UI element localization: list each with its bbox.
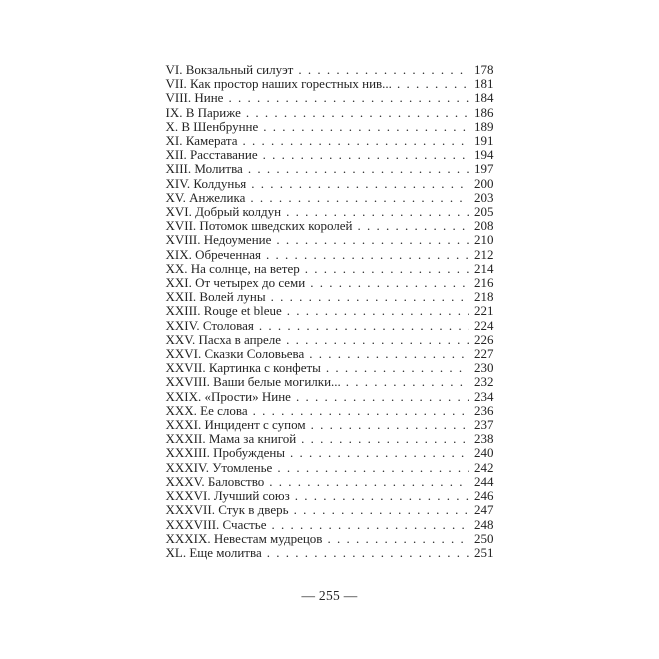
dot-leader: [254, 319, 469, 333]
toc-entry-page: 194: [474, 147, 494, 163]
toc-entry-title: XXXVI. Лучший союз: [165, 488, 290, 504]
toc-entry-title: XXXV. Баловство: [165, 473, 265, 489]
toc-entry-title: XXXI. Инцидент с супом: [165, 417, 306, 433]
toc-entry: [166, 461, 494, 475]
dot-leader: [305, 276, 468, 290]
dot-leader: [392, 77, 469, 91]
toc-entry: [166, 446, 494, 460]
toc-entry: [166, 205, 494, 219]
toc-entry: [166, 177, 494, 191]
toc-entry-title: VII. Как простор наших горестных нив...: [165, 76, 392, 92]
toc-entry-title: XIV. Колдунья: [165, 175, 247, 191]
toc-entry-title: XXVIII. Ваши белые могилки...: [165, 374, 341, 390]
toc-entry-title: XXX. Ее слова: [165, 402, 248, 418]
toc-entry: [166, 333, 494, 347]
toc-entry-page: 242: [474, 459, 494, 475]
toc-entry-page: 250: [474, 530, 494, 546]
toc-entry-title: XXXVII. Стук в дверь: [165, 502, 289, 518]
toc-entry-page: 186: [474, 104, 494, 120]
toc-entry: [166, 219, 494, 233]
toc-entry-page: 248: [474, 516, 494, 532]
toc-entry: [166, 432, 494, 446]
toc-entry-page: 203: [474, 189, 494, 205]
toc-entry: [166, 290, 494, 304]
toc-entry: [166, 63, 494, 77]
toc-entry-page: 210: [474, 232, 494, 248]
toc-entry-title: XXI. От четырех до семи: [165, 275, 306, 291]
toc-entry-page: 189: [474, 118, 494, 134]
toc-entry-title: XV. Анжелика: [165, 189, 246, 205]
toc-entry: [166, 120, 494, 134]
dot-leader: [281, 205, 468, 219]
toc-entry: [166, 91, 494, 105]
toc-entry-page: 197: [474, 161, 494, 177]
dot-leader: [289, 503, 469, 517]
toc-entry-title: XIX. Обреченная: [165, 246, 262, 262]
toc-entry-title: VIII. Нине: [165, 90, 224, 106]
toc-entry-page: 178: [474, 62, 494, 77]
dot-leader: [321, 361, 469, 375]
toc-entry-page: 216: [474, 275, 494, 291]
toc-entry: [166, 404, 494, 418]
toc-entry: [166, 319, 494, 333]
dot-leader: [341, 375, 469, 389]
dot-leader: [300, 262, 469, 276]
dot-leader: [293, 63, 468, 77]
toc-entry-page: 226: [474, 331, 494, 347]
toc-entry-title: XVIII. Недоумение: [165, 232, 272, 248]
toc-entry-title: VI. Вокзальный силуэт: [165, 62, 294, 77]
dot-leader: [238, 134, 469, 148]
toc-entry: [166, 390, 494, 404]
toc-entry-title: XL. Еще молитва: [165, 544, 262, 560]
dot-leader: [262, 546, 469, 560]
toc-entry: [166, 148, 494, 162]
dot-leader: [290, 489, 469, 503]
dot-leader: [296, 432, 468, 446]
table-of-contents: [166, 0, 494, 560]
dot-leader: [266, 290, 469, 304]
dot-leader: [291, 390, 469, 404]
toc-entry-page: 236: [474, 402, 494, 418]
toc-entry-page: 214: [474, 260, 494, 276]
toc-entry-page: 230: [474, 360, 494, 376]
toc-entry-title: XVI. Добрый колдун: [165, 204, 282, 220]
toc-entry-page: 234: [474, 388, 494, 404]
toc-entry-title: X. В Шенбрунне: [165, 118, 259, 134]
toc-entry-page: 247: [474, 502, 494, 518]
toc-entry-title: XXIV. Столовая: [165, 317, 254, 333]
toc-entry: [166, 518, 494, 532]
toc-entry-page: 251: [474, 544, 494, 560]
dot-leader: [223, 91, 468, 105]
toc-entry-page: 205: [474, 204, 494, 220]
toc-entry: [166, 134, 494, 148]
toc-entry-page: 240: [474, 445, 494, 461]
toc-entry-page: 232: [474, 374, 494, 390]
toc-entry: [166, 106, 494, 120]
toc-entry: [166, 375, 494, 389]
toc-entry-title: XII. Расставание: [165, 147, 258, 163]
toc-entry: [166, 418, 494, 432]
toc-entry-page: 200: [474, 175, 494, 191]
dot-leader: [245, 191, 468, 205]
toc-entry: [166, 475, 494, 489]
toc-entry-title: XXXVIII. Счастье: [165, 516, 267, 532]
dot-leader: [248, 404, 469, 418]
dot-leader: [264, 475, 468, 489]
dot-leader: [281, 333, 468, 347]
dot-leader: [243, 162, 469, 176]
toc-entry-page: 227: [474, 346, 494, 362]
toc-entry-title: XI. Камерата: [165, 133, 238, 149]
dot-leader: [241, 106, 469, 120]
dot-leader: [304, 347, 468, 361]
toc-entry-page: 181: [474, 76, 494, 92]
dot-leader: [306, 418, 469, 432]
toc-entry-title: XVII. Потомок шведских королей: [165, 218, 353, 234]
toc-entry-page: 246: [474, 488, 494, 504]
toc-entry-title: XX. На солнце, на ветер: [165, 260, 300, 276]
toc-entry: [166, 361, 494, 375]
toc-entry-page: 224: [474, 317, 494, 333]
toc-entry: [166, 304, 494, 318]
toc-entry-title: XXII. Волей луны: [165, 289, 266, 305]
dot-leader: [272, 461, 468, 475]
page-number-footer: — 255 —: [301, 588, 358, 603]
dot-leader: [246, 177, 468, 191]
toc-entry-title: XXVI. Сказки Соловьева: [165, 346, 305, 362]
toc-entry: [166, 489, 494, 503]
toc-entry-page: 218: [474, 289, 494, 305]
toc-entry: [166, 276, 494, 290]
toc-entry: [166, 532, 494, 546]
dot-leader: [271, 233, 468, 247]
toc-entry-title: XXXIV. Утомленье: [165, 459, 273, 475]
toc-entry-page: 237: [474, 417, 494, 433]
toc-entry-title: XXIX. «Прости» Нине: [165, 388, 291, 404]
dot-leader: [285, 446, 468, 460]
toc-entry-page: 208: [474, 218, 494, 234]
dot-leader: [352, 219, 468, 233]
toc-entry-page: 212: [474, 246, 494, 262]
dot-leader: [261, 248, 468, 262]
toc-entry: [166, 77, 494, 91]
toc-entry-title: XXXIX. Невестам мудрецов: [165, 530, 323, 546]
dot-leader: [258, 148, 469, 162]
toc-entry-title: XXV. Пасха в апреле: [165, 331, 282, 347]
toc-entry: [166, 503, 494, 517]
toc-entry-title: XXXII. Мама за книгой: [165, 431, 297, 447]
toc-entry-page: 191: [474, 133, 494, 149]
toc-entry: [166, 546, 494, 560]
toc-entry-page: 238: [474, 431, 494, 447]
toc-entry-title: XXIII. Rouge et bleue: [165, 303, 282, 319]
toc-entry-title: IX. В Париже: [165, 104, 241, 120]
toc-entry-page: 244: [474, 473, 494, 489]
toc-entry: [166, 347, 494, 361]
dot-leader: [282, 304, 469, 318]
toc-entry-page: 221: [474, 303, 494, 319]
dot-leader: [267, 518, 469, 532]
toc-entry: [166, 262, 494, 276]
toc-entry-title: XXXIII. Пробуждены: [165, 445, 286, 461]
toc-entry-title: XIII. Молитва: [165, 161, 243, 177]
toc-entry: [166, 162, 494, 176]
toc-entry-title: XXVII. Картинка с конфеты: [165, 360, 321, 376]
dot-leader: [322, 532, 468, 546]
dot-leader: [258, 120, 468, 134]
toc-entry: [166, 191, 494, 205]
toc-entry: [166, 248, 494, 262]
toc-entry-page: 184: [474, 90, 494, 106]
toc-entry: [166, 233, 494, 247]
